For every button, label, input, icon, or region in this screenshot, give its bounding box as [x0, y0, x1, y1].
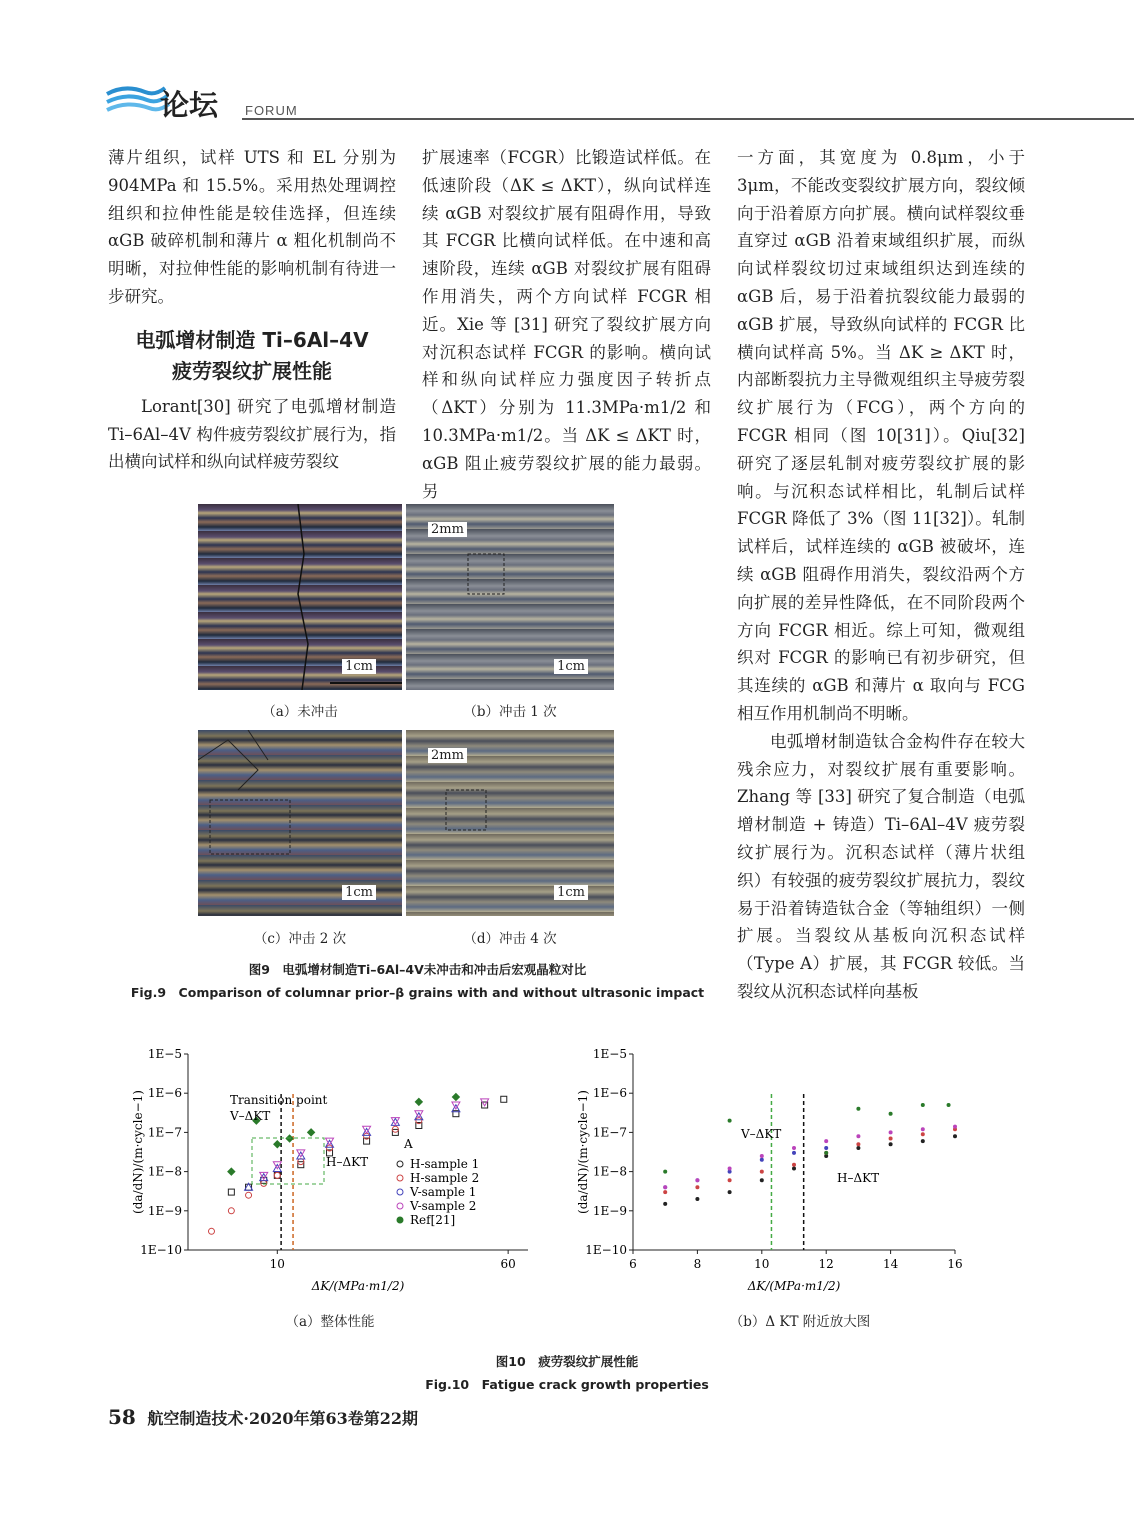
x-tick-label: 8	[693, 1257, 702, 1271]
y-tick-label: 1E−6	[147, 1086, 182, 1101]
y-axis-label: (da/dN)/(m·cycle−1)	[131, 1090, 145, 1214]
micrograph-d	[406, 730, 614, 916]
scale-bar-c: 1cm	[342, 885, 376, 900]
data-point	[947, 1103, 951, 1107]
data-point	[728, 1166, 732, 1170]
data-point	[824, 1146, 828, 1150]
annotation-h-kt: H–ΔKT	[837, 1171, 880, 1185]
data-point	[856, 1134, 860, 1138]
col2-para1: 扩展速率（FCGR）比锻造试样低。在低速阶段（ΔK ≤ ΔKT），纵向试样连续 αGB 对裂纹扩展有阻碍作用，导致其 FCGR 比横向试样低。在中速和高速阶段，连续 αGB 对裂纹扩展有阻碍作用消失，两个方向试样 FCGR 相近。Xie 等 [31] 研究了裂纹扩展方向对沉积态试样 FCGR 的影响。横向试样和纵向试样应力强度因子转折点（ΔKT）分别为 11.3MPa·m1/2 和 10.3MPa·m1/2。当 ΔK ≤ ΔKT 时，αGB 阻止疲劳裂纹扩展的能力最弱。另	[422, 148, 711, 501]
data-point	[728, 1119, 732, 1123]
scale-bar-b-mm: 2mm	[428, 522, 467, 537]
x-tick-label: 6	[629, 1257, 637, 1271]
col3-para1: 一方面，其宽度为 0.8μm，小于 3μm，不能改变裂纹扩展方向，裂纹倾向于沿着原方向扩展。横向试样裂纹垂直穿过 αGB 沿着束域组织扩展，而纵向试样裂纹切过束域组织达到连续的 αGB 后，易于沿着抗裂纹能力最弱的 αGB 扩展，导致纵向试样的 FCGR 比横向试样高 5%。当 ΔK ≥ ΔKT 时，内部断裂抗力主导微观组织主导疲劳裂纹扩展行为（FCG），两个方向的 FCGR 相同（图 10[31]）。Qiu[32] 研究了逐层轧制对疲劳裂纹扩展的影响。与沉积态试样相比，轧制后试样 FCGR 降低了 3%（图 11[32]）。轧制试样后，试样连续的 αGB 被破坏，连续 αGB 阻碍作用消失，裂纹沿两个方向扩展的差异性降低，在不同阶段两个方向 FCGR 相近。综上可知，微观组织对 FCGR 的影响已有初步研究，但其连续的 αGB 和薄片 α 取向与 FCG 相互作用机制尚不明晰。	[737, 148, 1025, 723]
figure-9	[130, 500, 725, 1010]
data-point	[953, 1134, 957, 1138]
data-point	[824, 1139, 828, 1143]
y-tick-label: 1E−10	[585, 1243, 627, 1257]
column-3	[737, 144, 1025, 1006]
data-point	[792, 1163, 796, 1167]
scale-bar-a: 1cm	[342, 659, 376, 674]
x-tick-label: 16	[947, 1257, 963, 1271]
data-point	[452, 1093, 460, 1101]
legend-entry: V-sample 1	[410, 1185, 477, 1199]
chart-10a	[118, 1040, 548, 1310]
x-axis-label: ΔK/(MPa·m1/2)	[747, 1279, 841, 1293]
y-tick-label: 1E−6	[592, 1086, 627, 1101]
caption-10a: （a）整体性能	[285, 1314, 375, 1330]
x-tick-label: 12	[818, 1257, 834, 1271]
y-tick-label: 1E−8	[592, 1164, 627, 1179]
data-point	[307, 1128, 315, 1136]
data-point	[663, 1185, 667, 1189]
y-tick-label: 1E−9	[592, 1203, 627, 1218]
data-point	[953, 1125, 957, 1129]
header-rule	[242, 118, 1134, 120]
legend-marker	[397, 1189, 403, 1195]
caption-9d: （d）冲击 4 次	[463, 931, 557, 947]
data-point	[297, 1152, 305, 1159]
data-point	[728, 1190, 732, 1194]
page-header	[105, 78, 1134, 128]
section-heading	[108, 325, 396, 387]
y-tick-label: 1E−8	[147, 1164, 182, 1179]
data-point	[856, 1142, 860, 1146]
data-point	[856, 1146, 860, 1150]
figure-10-title-en: Fig.10 Fatigue crack growth properties	[425, 1377, 709, 1392]
figure-10-title-cn: 图10 疲劳裂纹扩展性能	[495, 1354, 639, 1369]
data-point	[273, 1140, 281, 1148]
legend-entry: Ref[21]	[410, 1213, 456, 1227]
data-point	[889, 1130, 893, 1134]
legend-entry: H-sample 2	[410, 1171, 480, 1185]
y-tick-label: 1E−5	[592, 1047, 627, 1061]
data-point	[695, 1178, 699, 1182]
section-title: 论坛	[160, 88, 219, 122]
micrograph-c	[198, 730, 402, 916]
data-point	[792, 1146, 796, 1150]
x-tick-label: 60	[500, 1257, 516, 1271]
x-tick-label: 10	[754, 1257, 770, 1271]
section-heading-line2: 疲劳裂纹扩展性能	[172, 358, 332, 383]
data-point	[760, 1170, 764, 1174]
journal-name: 航空制造技术·2020年第63卷第22期	[147, 1409, 419, 1428]
caption-10b: （b）Δ KT 附近放大图	[729, 1314, 871, 1330]
data-point	[856, 1107, 860, 1111]
micrograph-b	[406, 504, 614, 690]
data-point	[501, 1096, 507, 1102]
data-point	[728, 1178, 732, 1182]
data-point	[663, 1202, 667, 1206]
data-point	[208, 1228, 214, 1234]
data-point	[921, 1127, 925, 1131]
section-subtitle: FORUM	[245, 103, 298, 118]
data-point	[921, 1132, 925, 1136]
annotation-transition: Transition point	[230, 1093, 328, 1107]
page-footer	[108, 1405, 418, 1429]
annotation-a: A	[404, 1137, 413, 1151]
column-2	[422, 144, 711, 505]
data-point	[889, 1142, 893, 1146]
x-axis-label: ΔK/(MPa·m1/2)	[311, 1279, 405, 1293]
legend-marker	[397, 1217, 403, 1223]
data-point	[415, 1111, 423, 1118]
legend-entry: H-sample 1	[410, 1157, 480, 1171]
data-point	[792, 1151, 796, 1155]
data-point	[760, 1178, 764, 1182]
scale-bar-d-mm: 2mm	[428, 748, 467, 763]
data-point	[663, 1190, 667, 1194]
scale-bar-b: 1cm	[554, 659, 588, 674]
section-heading-line1: 电弧增材制造 Ti–6Al–4V	[135, 327, 369, 352]
data-point	[227, 1167, 235, 1175]
figure-9-title-en: Fig.9 Comparison of columnar prior–β grains with and without ultrasonic impact	[130, 985, 705, 1000]
legend-marker	[397, 1175, 403, 1181]
data-point	[921, 1103, 925, 1107]
data-point	[297, 1150, 305, 1157]
data-point	[824, 1151, 828, 1155]
page-number: 58	[108, 1405, 136, 1429]
chart-10b	[565, 1040, 985, 1310]
data-point	[274, 1172, 280, 1178]
col3-para2: 电弧增材制造钛合金构件存在较大残余应力，对裂纹扩展有重要影响。Zhang 等 [33] 研究了复合制造（电弧增材制造 + 铸造）Ti–6Al–4V 疲劳裂纹扩展行为。沉积态试样（薄片状组织）有较强的疲劳裂纹扩展抗力，裂纹易于沿着铸造钛合金（等轴组织）一侧扩展。当裂纹从基板向沉积态试样（Type A）扩展，其 FCGR 较低。当裂纹从沉积态试样向基板	[737, 731, 1025, 1001]
data-point	[363, 1126, 371, 1133]
y-tick-label: 1E−7	[592, 1125, 627, 1140]
data-point	[326, 1138, 334, 1145]
y-tick-label: 1E−10	[140, 1243, 182, 1257]
data-point	[663, 1170, 667, 1174]
data-point	[760, 1154, 764, 1158]
y-axis-label: (da/dN)/(m·cycle−1)	[576, 1090, 590, 1214]
caption-9c: （c）冲击 2 次	[253, 931, 347, 947]
annotation-v-kt: V–ΔKT	[741, 1127, 782, 1141]
figure-9-title-cn: 图9 电弧增材制造Ti–6Al–4V未冲击和冲击后宏观晶粒对比	[248, 962, 587, 977]
data-point	[228, 1208, 234, 1214]
x-tick-label: 10	[269, 1257, 285, 1271]
data-point	[921, 1139, 925, 1143]
x-tick-label: 14	[882, 1257, 899, 1271]
scale-bar-d: 1cm	[554, 885, 588, 900]
caption-9b: （b）冲击 1 次	[463, 704, 557, 720]
data-point	[228, 1189, 234, 1195]
micrograph-a	[198, 504, 402, 690]
data-point	[760, 1158, 764, 1162]
y-tick-label: 1E−5	[147, 1047, 182, 1061]
data-point	[889, 1112, 893, 1116]
y-tick-label: 1E−7	[147, 1125, 182, 1140]
data-point	[792, 1166, 796, 1170]
data-point	[695, 1185, 699, 1189]
data-point	[415, 1098, 423, 1106]
data-point	[246, 1192, 252, 1198]
legend-marker	[397, 1203, 403, 1209]
annotation-v-kt: V–ΔKT	[230, 1109, 271, 1123]
col1-para1: 薄片组织，试样 UTS 和 EL 分别为 904MPa 和 15.5%。采用热处理调控组织和拉伸性能是较佳选择，但连续 αGB 破碎机制和薄片 α 粗化机制尚不明晰，对拉伸性能的影响机制有待进一步研究。	[108, 148, 396, 306]
legend-entry: V-sample 2	[410, 1199, 477, 1213]
col1-para2: Lorant[30] 研究了电弧增材制造 Ti–6Al–4V 构件疲劳裂纹扩展行为，指出横向试样和纵向试样疲劳裂纹	[108, 396, 396, 472]
caption-9a: （a）未冲击	[262, 704, 338, 720]
data-point	[889, 1136, 893, 1140]
data-point	[695, 1197, 699, 1201]
legend-marker	[397, 1161, 403, 1167]
column-1	[108, 144, 396, 476]
annotation-h-kt: H–ΔKT	[326, 1155, 369, 1169]
y-tick-label: 1E−9	[147, 1203, 182, 1218]
